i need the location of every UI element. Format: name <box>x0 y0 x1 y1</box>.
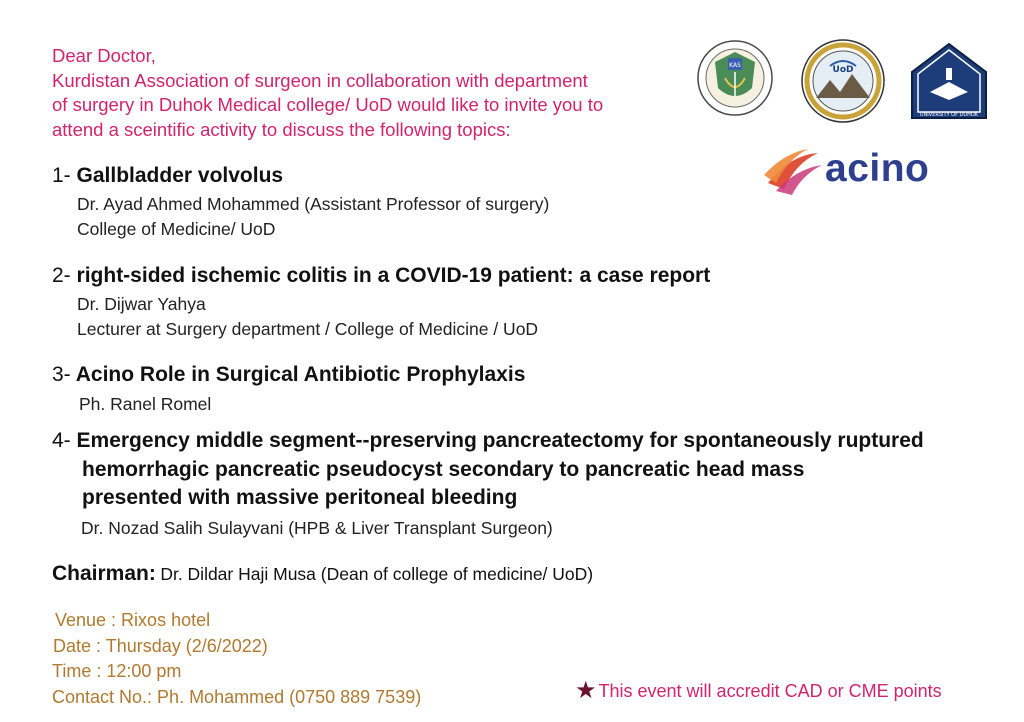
university-of-duhok-logo <box>910 42 988 120</box>
topic-2-speaker-line-1: Dr. Dijwar Yahya <box>77 294 206 314</box>
topic-4-title <box>52 429 924 453</box>
date: Date : Thursday (2/6/2022) <box>53 635 268 656</box>
topic-3-speaker <box>79 392 211 417</box>
chairman-label: Chairman: <box>52 562 156 585</box>
topic-4-title-line-3: presented with massive peritoneal bleeding <box>82 486 518 509</box>
topic-4-speaker <box>81 516 553 541</box>
greeting: Dear Doctor, <box>52 45 156 66</box>
topic-2-speaker <box>77 292 538 342</box>
venue: Venue : Rixos hotel <box>55 610 211 630</box>
acino-logo <box>762 145 932 195</box>
invitation-line-2: of surgery in Duhok Medical college/ UoD would like to invite you to <box>52 94 604 115</box>
time: Time : 12:00 pm <box>52 661 182 681</box>
topic-1-title-text: Gallbladder volvolus <box>76 164 284 187</box>
event-details <box>52 608 421 710</box>
topic-2-speaker-line-2: Lecturer at Surgery department / College of Medicine / UoD <box>77 319 539 339</box>
topic-3-title-text: Acino Role in Surgical Antibiotic Prophylaxis <box>75 363 526 386</box>
kas-logo <box>690 38 780 118</box>
topic-1-number: 1- <box>52 164 71 187</box>
topic-2-number: 2- <box>52 264 71 287</box>
topic-1-speaker <box>77 192 549 242</box>
topic-3-title <box>52 363 525 387</box>
acino-swoosh-icon <box>762 145 824 195</box>
contact: Contact No.: Ph. Mohammed (0750 889 7539) <box>52 686 422 707</box>
topic-4-title-line-1: Emergency middle segment--preserving pancreatectomy for spontaneously ruptured <box>76 429 924 452</box>
topic-1-speaker-line-2: College of Medicine/ UoD <box>77 219 276 239</box>
topic-2-title <box>52 264 710 288</box>
topic-1-speaker-line-1: Dr. Ayad Ahmed Mohammed (Assistant Professor of surgery) <box>77 194 550 214</box>
topic-1-title <box>52 164 283 188</box>
star-icon: ★ <box>575 677 597 704</box>
invitation-text <box>52 44 603 142</box>
topic-4-speaker-line-1: Dr. Nozad Salih Sulayvani (HPB & Liver Transplant Surgeon) <box>81 518 553 538</box>
uod-medicine-text: UoD <box>832 65 854 75</box>
topic-4-title-line-2: hemorrhagic pancreatic pseudocyst secondary to pancreatic head mass <box>82 458 805 481</box>
chairman <box>52 562 593 586</box>
chairman-text: Dr. Dildar Haji Musa (Dean of college of medicine/ UoD) <box>160 564 594 584</box>
college-of-medicine-logo <box>798 38 888 124</box>
topic-3-number: 3- <box>52 363 71 386</box>
topic-4-number: 4- <box>52 429 71 452</box>
topic-2-title-text: right-sided ischemic colitis in a COVID-19 patient: a case report <box>76 264 711 287</box>
uod-logo-text: UNIVERSITY OF DUHOK <box>919 112 979 118</box>
kas-logo-text: KAS <box>729 62 741 69</box>
invitation-line-3: attend a sceintific activity to discuss the following topics: <box>52 118 511 140</box>
accreditation-note <box>575 676 942 705</box>
invitation-line-1: Kurdistan Association of surgeon in collaboration with department <box>52 69 588 91</box>
acino-wordmark: acino <box>825 147 930 190</box>
accreditation-text: This event will accredit CAD or CME points <box>598 681 942 701</box>
topic-3-speaker-line-1: Ph. Ranel Romel <box>79 394 212 414</box>
